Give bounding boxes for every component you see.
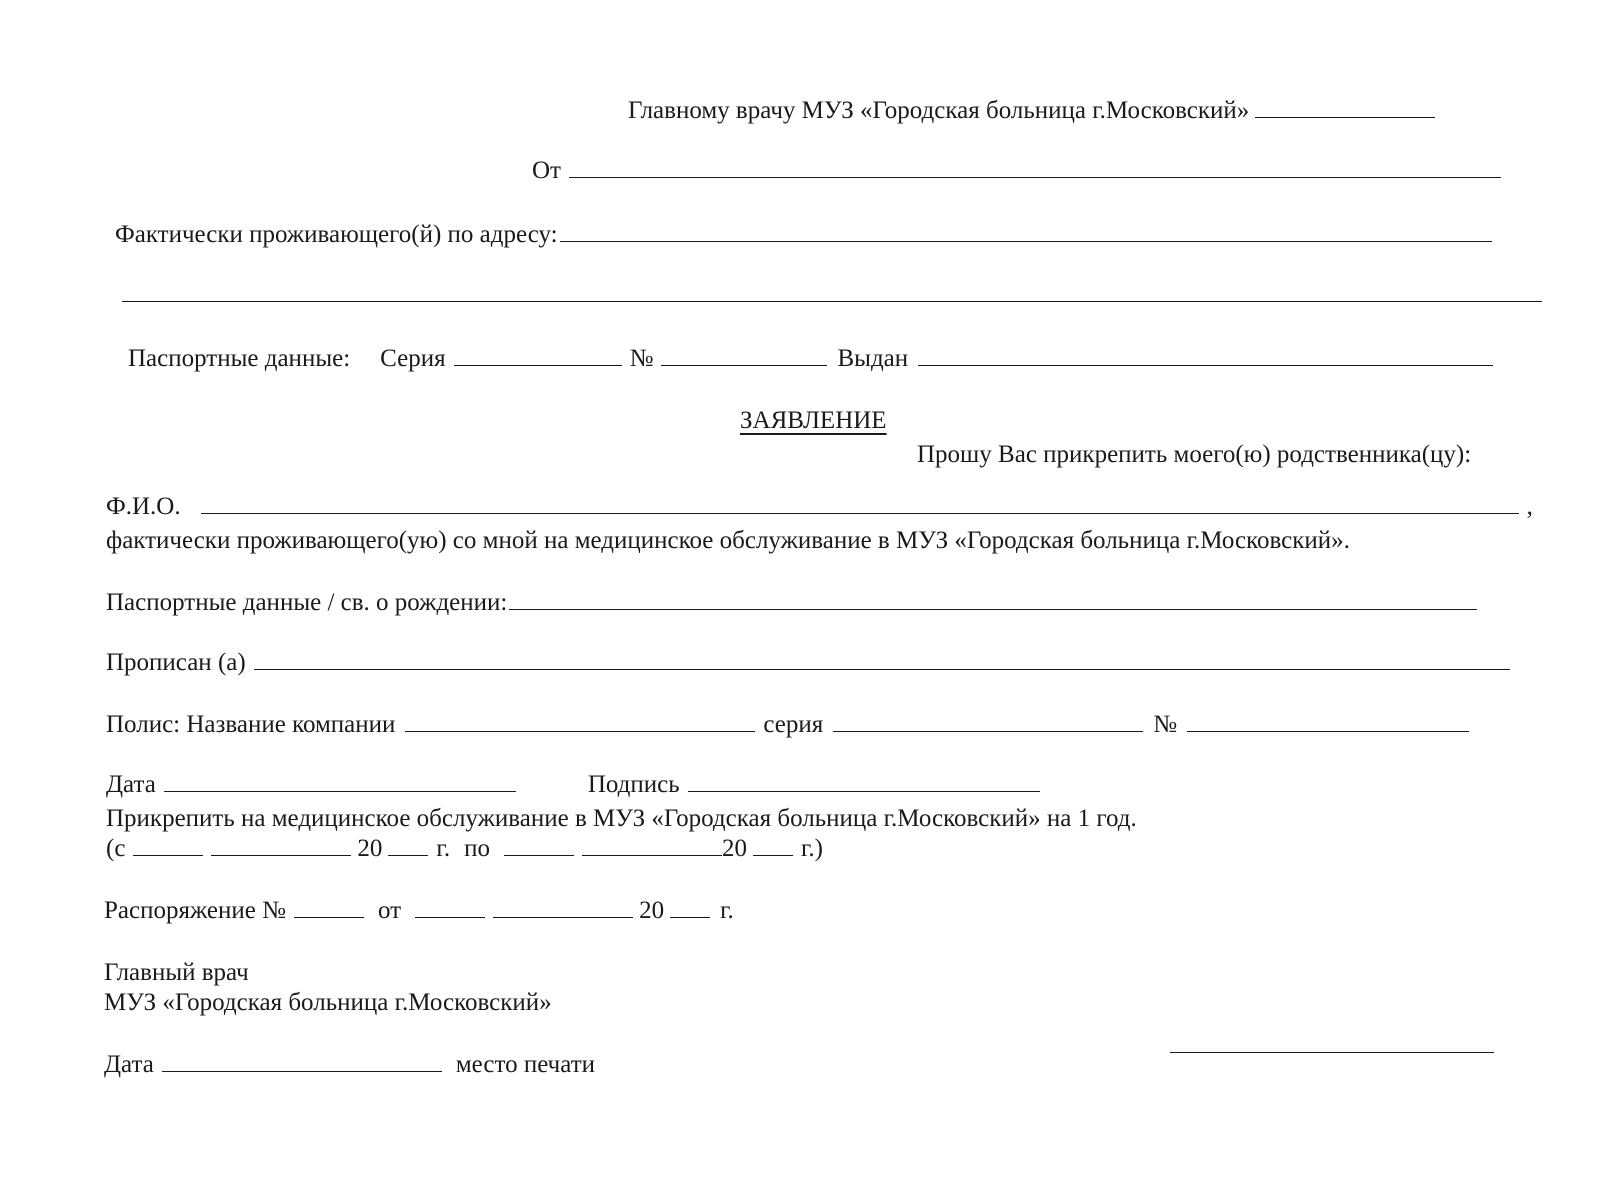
policy-company-label: Полис: Название компании: [106, 711, 396, 738]
passport-issued-field[interactable]: [918, 364, 1493, 366]
residence-line: [115, 222, 1492, 247]
order-number-field[interactable]: [294, 916, 364, 918]
period-from-month-field[interactable]: [211, 854, 351, 856]
date-field[interactable]: [164, 790, 516, 792]
fio-comma: ,: [1526, 493, 1533, 520]
addressee-line: [628, 98, 1435, 123]
passport-series-field[interactable]: [454, 364, 622, 366]
from-field[interactable]: [569, 176, 1501, 178]
request-text: Прошу Вас прикрепить моего(ю) родственника(цу):: [917, 441, 1472, 468]
order-line: [104, 898, 734, 923]
relative-passport-label: Паспортные данные / св. о рождении:: [106, 589, 508, 616]
passport-label: Паспортные данные:: [128, 345, 351, 372]
footer-date-label: Дата: [104, 1051, 154, 1078]
footer-date-field[interactable]: [162, 1070, 442, 1072]
order-from-label: от: [377, 897, 402, 924]
policy-company-field[interactable]: [405, 730, 755, 732]
order-year-field[interactable]: [670, 916, 710, 918]
period-to-year-field[interactable]: [753, 854, 793, 856]
period-to-label: по: [464, 835, 490, 862]
period-from-day-field[interactable]: [133, 854, 203, 856]
order-month-field[interactable]: [493, 916, 633, 918]
fio-field[interactable]: [201, 512, 1519, 514]
from-label: От: [532, 157, 561, 184]
order-year-prefix: 20: [639, 897, 665, 924]
document-title: ЗАЯВЛЕНИЕ: [740, 407, 887, 434]
policy-series-label: серия: [763, 711, 824, 738]
period-from-year-field[interactable]: [388, 854, 428, 856]
number-label: №: [629, 345, 654, 372]
period-to-month-field[interactable]: [582, 854, 722, 856]
addressee-text: Главному врачу МУЗ «Городская больница г.Московский»: [628, 97, 1250, 124]
fio-label: Ф.И.О.: [106, 493, 181, 520]
policy-line: [106, 712, 1469, 737]
footer-organization: МУЗ «Городская больница г.Московский»: [104, 989, 552, 1016]
registered-label: Прописан (а): [106, 649, 246, 676]
issued-label: Выдан: [837, 345, 909, 372]
order-year-suffix: г.: [720, 897, 734, 924]
date-label: Дата: [106, 771, 156, 798]
footer-date-line: [104, 1052, 595, 1077]
period-from-year-suffix: г.: [436, 835, 451, 862]
policy-series-field[interactable]: [833, 730, 1143, 732]
chief-title: Главный врач: [104, 959, 249, 986]
period-to-year-suffix: г.): [801, 835, 824, 862]
order-day-field[interactable]: [415, 916, 485, 918]
order-label: Распоряжение №: [104, 897, 286, 924]
addressee-blank[interactable]: [1255, 116, 1435, 118]
applicant-passport-line: [128, 346, 1493, 371]
policy-number-label: №: [1153, 711, 1178, 738]
period-line: [106, 836, 823, 861]
attach-text: фактически проживающего(ую) со мной на медицинское обслуживание в МУЗ «Городская больница г.Московский».: [106, 527, 1350, 554]
residence-field[interactable]: [560, 240, 1492, 242]
resolution-attach-text: Прикрепить на медицинское обслуживание в МУЗ «Городская больница г.Московский» на 1 год.: [106, 805, 1137, 832]
residence-field-line-2[interactable]: [122, 301, 1542, 302]
registered-field[interactable]: [254, 668, 1510, 670]
period-to-year-prefix: 20: [722, 835, 747, 862]
from-line: [532, 158, 1501, 183]
signature-label: Подпись: [587, 771, 680, 798]
registered-line: [106, 650, 1510, 675]
relative-passport-line: [106, 590, 1477, 615]
signature-field[interactable]: [688, 790, 1040, 792]
passport-number-field[interactable]: [661, 364, 827, 366]
period-from-year-prefix: 20: [357, 835, 383, 862]
period-to-day-field[interactable]: [504, 854, 574, 856]
residence-label: Фактически проживающего(й) по адресу:: [115, 221, 558, 248]
fio-line: [106, 494, 1533, 519]
policy-number-field[interactable]: [1187, 730, 1469, 732]
stamp-label: место печати: [455, 1051, 596, 1078]
chief-signature-field[interactable]: [1170, 1052, 1494, 1053]
relative-passport-field[interactable]: [509, 608, 1477, 610]
series-label: Серия: [380, 345, 446, 372]
period-from-open: (с: [106, 835, 126, 862]
date-signature-line: [106, 772, 1040, 797]
